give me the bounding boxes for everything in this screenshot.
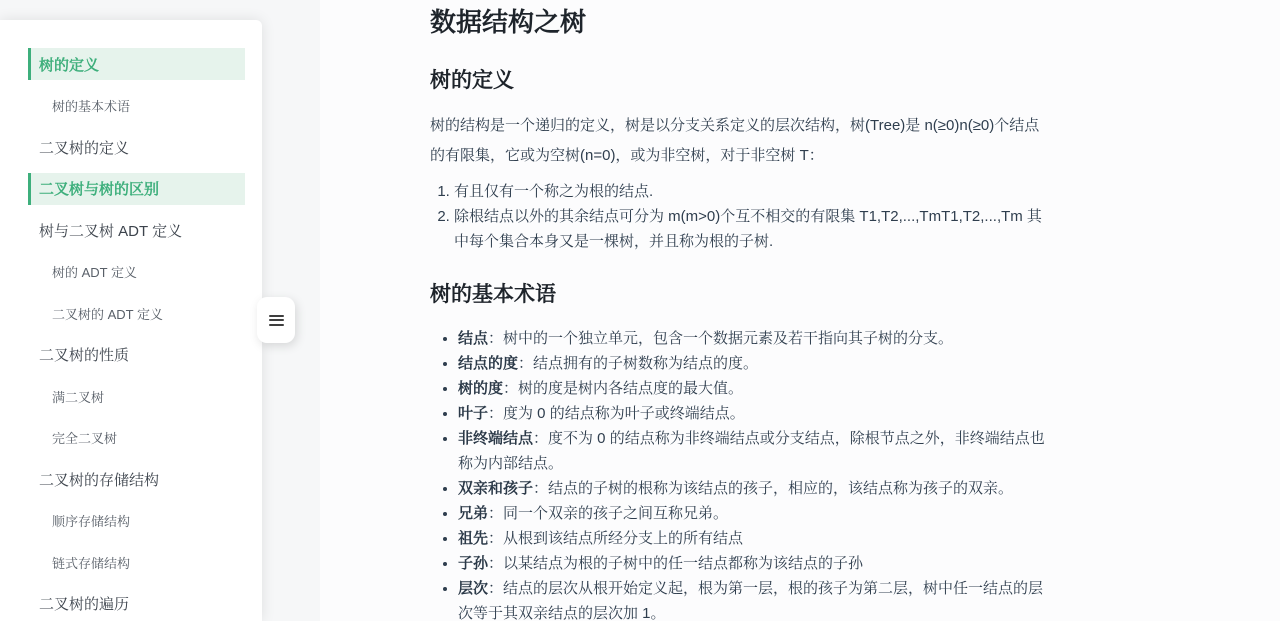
section-heading-definition: 树的定义: [430, 69, 514, 92]
hamburger-menu-icon: [269, 312, 284, 328]
term-label: 层次: [458, 580, 489, 597]
term-label: 双亲和孩子: [458, 480, 534, 497]
sidebar-item-2[interactable]: 二叉树的定义: [39, 139, 130, 157]
sidebar-item-1[interactable]: 树的基本术语: [52, 99, 131, 114]
term-label: 兄弟: [458, 505, 489, 522]
sidebar-item-5[interactable]: 树的 ADT 定义: [52, 265, 137, 280]
sidebar-item-8[interactable]: 满二叉树: [52, 389, 105, 405]
term-list-item: • 结点的度：结点拥有的子树数称为结点的度。: [458, 351, 1050, 376]
term-list-item: • 祖先：从根到该结点所经分支上的所有结点: [458, 526, 1050, 551]
term-list-item: • 树的度：树的度是树内各结点度的最大值。: [458, 376, 1050, 401]
definition-ordered-list: [430, 179, 1050, 254]
document: [320, 0, 1050, 621]
term-list-item: • 兄弟：同一个双亲的孩子之间互称兄弟。: [458, 501, 1050, 526]
term-list-item: • 双亲和孩子：结点的子树的根称为该结点的孩子，相应的，该结点称为孩子的双亲。: [458, 476, 1050, 501]
term-label: 叶子: [458, 405, 489, 422]
sidebar-item-12[interactable]: 链式存储结构: [52, 555, 131, 571]
term-label: 树的度: [458, 380, 504, 397]
sidebar-item-3[interactable]: 二叉树与树的区别: [28, 173, 245, 205]
term-list-item: • 子孙：以某结点为根的子树中的任一结点都称为该结点的子孙: [458, 551, 1050, 576]
page-title: 数据结构之树: [430, 7, 587, 37]
term-label: 子孙: [458, 555, 489, 572]
term-list-item: • 非终端结点：度不为 0 的结点称为非终端结点或分支结点，除根节点之外，非终端结点也称为内部结点。: [458, 426, 1050, 476]
sidebar-item-4[interactable]: 树与二叉树 ADT 定义: [39, 222, 183, 240]
terms-list: [430, 326, 1050, 621]
sidebar-item-0[interactable]: 树的定义: [28, 48, 245, 80]
sidebar-item-6[interactable]: 二叉树的 ADT 定义: [52, 306, 163, 322]
term-list-item: • 层次：结点的层次从根开始定义起，根为第一层，根的孩子为第二层，树中任一结点的层次等于其双亲结点的层次加 1。: [458, 576, 1050, 621]
term-label: 结点的度: [458, 355, 519, 372]
term-label: 结点: [458, 330, 489, 347]
definition-list-item: 2. 除根结点以外的其余结点可分为 m(m>0)个互不相交的有限集 T1,T2,...,TmT1,T2,...,Tm 其中每个集合本身又是一棵树，并且称为根的子树.: [454, 204, 1050, 254]
term-list-item: • 叶子：度为 0 的结点称为叶子或终端结点。: [458, 401, 1050, 426]
term-label: 非终端结点: [458, 430, 534, 447]
sidebar-item-9[interactable]: 完全二叉树: [52, 431, 118, 446]
sidebar-item-7[interactable]: 二叉树的性质: [39, 347, 130, 364]
definition-list-item: 1. 有且仅有一个称之为根的结点.: [454, 179, 1050, 204]
sidebar: [0, 20, 262, 621]
definition-paragraph: 树的结构是一个递归的定义，树是以分支关系定义的层次结构，树(Tree)是 n(≥0)n(≥0)个结点的有限集，它或为空树(n=0)，或为非空树，对于非空树 T：: [430, 117, 1040, 164]
sidebar-toggle-button[interactable]: [257, 297, 295, 343]
sidebar-nav: [0, 20, 262, 620]
term-label: 祖先: [458, 530, 489, 547]
sidebar-item-10[interactable]: 二叉树的存储结构: [39, 471, 160, 489]
term-list-item: • 结点：树中的一个独立单元，包含一个数据元素及若干指向其子树的分支。: [458, 326, 1050, 351]
sidebar-item-13[interactable]: 二叉树的遍历: [39, 596, 130, 613]
content-area: [320, 0, 1280, 621]
section-heading-terms: 树的基本术语: [430, 283, 556, 306]
sidebar-item-11[interactable]: 顺序存储结构: [52, 514, 131, 529]
